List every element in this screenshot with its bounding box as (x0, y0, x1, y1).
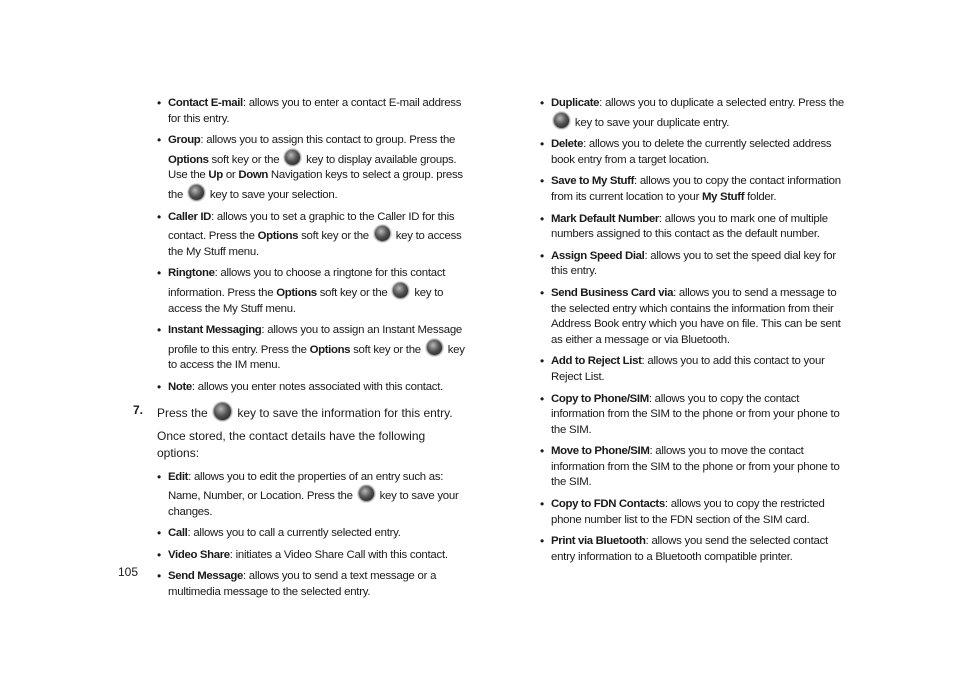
text-span: key to save your duplicate entry. (572, 116, 730, 129)
bold-term: Instant Messaging (168, 324, 262, 337)
text-span: or (222, 169, 239, 182)
bold-term: Print via Bluetooth (551, 535, 646, 548)
text-span: : allows you to enter a contact E-mail address for this entry. (168, 97, 462, 125)
bold-term: Options (257, 230, 299, 243)
bold-term: Mark Default Number (551, 212, 659, 225)
text-span: : allows you enter notes associated with this contact. (191, 380, 444, 393)
list-item (157, 210, 467, 261)
ok-key-icon (358, 485, 375, 502)
ok-key-icon (284, 149, 301, 166)
text-span: : allows you to copy the contact information from its current location to your (551, 175, 841, 203)
text-span: key to access the My Stuff menu. (168, 230, 462, 258)
page-number: 105 (118, 565, 139, 579)
text-span: : allows you to mark one of multiple numbers assigned to this contact as the default number. (551, 212, 828, 241)
list-item (157, 380, 467, 396)
bold-term: Call (168, 527, 188, 540)
bold-term: Assign Speed Dial (551, 249, 645, 262)
bold-term: Save to My Stuff (551, 175, 635, 188)
bold-term: Contact E-mail (168, 97, 243, 109)
text-span: Press the (157, 405, 212, 420)
list-item (157, 323, 467, 374)
list-item (540, 392, 845, 439)
text-span: : allows you to copy the contact information from the SIM to the phone or from your phone to the SIM. (551, 392, 840, 436)
bold-term: Edit (168, 470, 189, 483)
text-span: key to display available groups. Use the (168, 153, 457, 182)
contact-fields-list (157, 96, 467, 396)
text-span: : allows you to delete the currently selected address book entry from a target location. (551, 138, 832, 166)
text-span: folder. (744, 190, 777, 203)
bold-term: Send Business Card via (551, 286, 674, 299)
text-span: : allows you to assign this contact to group. Press the (200, 134, 456, 147)
bold-term: Caller ID (168, 210, 212, 223)
bold-term: Copy to FDN Contacts (551, 498, 665, 511)
text-span: soft key or the (208, 153, 283, 166)
list-item (157, 526, 467, 542)
bold-term: Ringtone (168, 267, 215, 280)
text-span: key to save the information for this entry. (234, 405, 453, 420)
text-span: : allows you to choose a ringtone for this contact information. Press the (168, 267, 446, 299)
text-span: : allows you to edit the properties of an entry such as: Name, Number, or Location. Press the (168, 470, 444, 503)
text-span: 7. (133, 402, 144, 417)
bold-term: Options (309, 343, 351, 356)
list-item (540, 174, 845, 205)
text-span: : allows you to send a message to the selected entry which contains the information from their Address Book entry which you have on file. This can be sent as either a message or via Bluetooth. (551, 286, 841, 346)
contact-options-list-continued (540, 96, 845, 565)
bold-term: My Stuff (702, 190, 745, 203)
bold-term: Copy to Phone/SIM (551, 392, 649, 405)
bold-term: Move to Phone/SIM (551, 445, 650, 458)
list-item (540, 286, 845, 348)
once-stored-text: Once stored, the contact details have the following options: (157, 428, 426, 460)
list-item (540, 137, 845, 168)
text-span: : allows you to add this contact to your Reject List. (551, 355, 825, 383)
ok-key-icon (392, 282, 409, 299)
ok-key-icon (213, 402, 232, 421)
left-column (133, 96, 467, 607)
list-item (540, 444, 845, 491)
text-span: key to access the IM menu. (168, 343, 465, 372)
text-span: soft key or the (350, 343, 424, 356)
text-span: : allows you to set a graphic to the Caller ID for this contact. Press the (168, 210, 455, 243)
text-span: : allows you to duplicate a selected entry. Press the (599, 97, 844, 109)
text-span: key to save your changes. (168, 490, 459, 518)
bold-term: Group (168, 134, 201, 147)
bold-term: Video Share (168, 548, 230, 561)
text-span: : allows you send the selected contact entry information to a Bluetooth compatible printer. (551, 535, 828, 563)
text-span: : allows you to send a text message or a multimedia message to the selected entry. (168, 570, 437, 599)
ok-key-icon (374, 225, 391, 242)
text-span: Navigation keys to select a group. press the (168, 169, 463, 201)
list-item (157, 266, 467, 317)
bold-term: Up (208, 169, 223, 182)
list-item (157, 470, 467, 521)
bold-term: Options (168, 153, 209, 166)
text-span: key to save your selection. (207, 188, 338, 201)
text-span: : initiates a Video Share Call with this contact. (229, 548, 448, 561)
list-item (157, 569, 467, 600)
text-span: : allows you to copy the restricted phone number list to the FDN section of the SIM card. (551, 498, 825, 526)
list-item (157, 133, 467, 203)
list-item (157, 548, 467, 564)
bold-term: Note (168, 380, 192, 393)
step-7 (133, 402, 467, 422)
text-span: soft key or the (298, 230, 372, 243)
list-item (540, 497, 845, 528)
text-span: soft key or the (316, 286, 391, 299)
bold-term: Add to Reject List (551, 355, 642, 368)
text-span: : allows you to move the contact information from the SIM to the phone or from your phone to the SIM. (551, 445, 840, 489)
ok-key-icon (426, 339, 443, 356)
list-item (540, 212, 845, 243)
ok-key-icon (188, 184, 205, 201)
ok-key-icon (553, 112, 570, 129)
list-item (540, 96, 845, 131)
list-item (540, 354, 845, 385)
list-item (157, 96, 467, 127)
bold-term: Down (238, 169, 268, 182)
bold-term: Delete (551, 138, 584, 151)
bold-term: Send Message (168, 570, 243, 583)
text-span: key to access the My Stuff menu. (168, 286, 444, 315)
contact-options-list (157, 470, 467, 601)
text-span: : allows you to set the speed dial key for this entry. (551, 249, 836, 278)
list-item (540, 249, 845, 280)
text-span: : allows you to call a currently selected entry. (187, 527, 401, 540)
text-span: : allows you to assign an Instant Message profile to this entry. Press the (168, 324, 463, 356)
bold-term: Options (276, 286, 317, 299)
list-item (540, 534, 845, 565)
bold-term: Duplicate (551, 97, 600, 109)
right-column (540, 96, 845, 571)
